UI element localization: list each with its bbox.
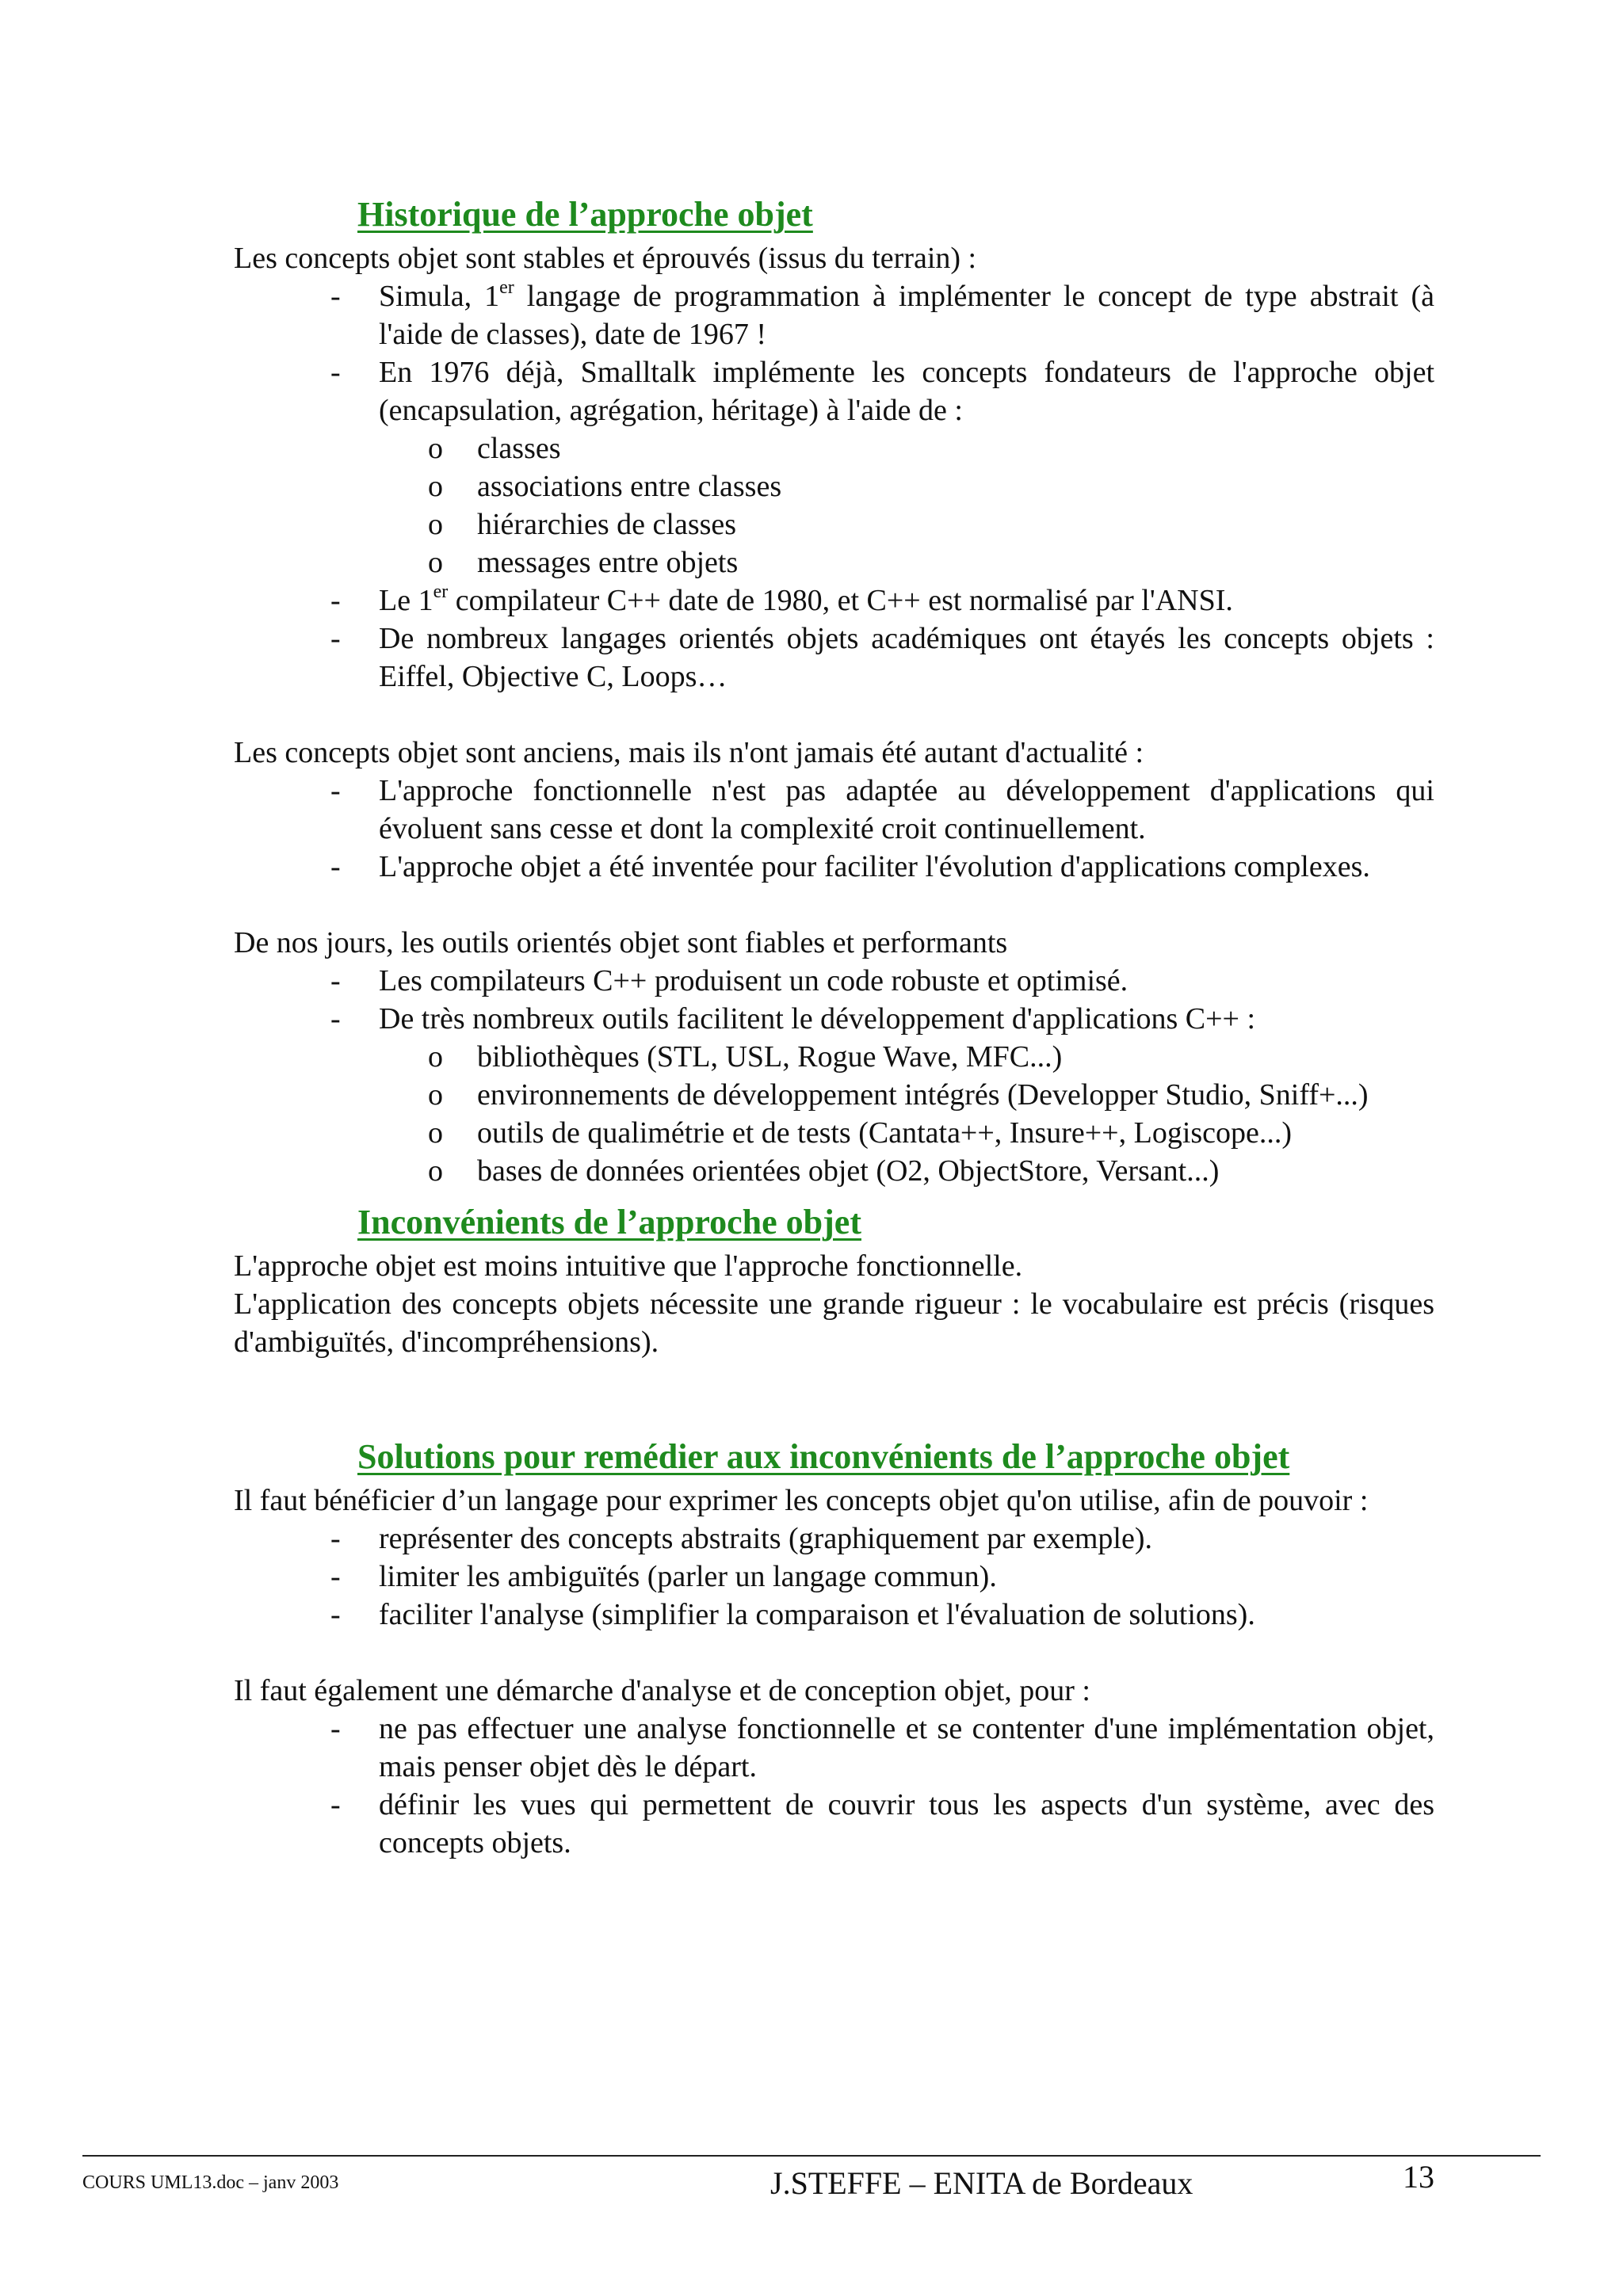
- sub-list-item: o classes: [234, 429, 1434, 467]
- list-item-text: En 1976 déjà, Smalltalk implémente les concepts fondateurs de l'approche objet (encapsulation, agrégation, héritage) à l'aide de :: [379, 356, 1434, 427]
- list-item-text: Le 1: [379, 584, 433, 617]
- page-content: [234, 190, 1434, 1862]
- paragraph: De nos jours, les outils orientés objet sont fiables et performants: [234, 926, 1008, 959]
- paragraph: L'approche objet est moins intuitive que l'approche fonctionnelle.: [234, 1249, 1023, 1283]
- sub-list-item: o environnements de développement intégrés (Developper Studio, Sniff+...): [234, 1076, 1434, 1114]
- paragraph: Il faut bénéficier d’un langage pour exprimer les concepts objet qu'on utilise, afin de pouvoir :: [234, 1484, 1369, 1517]
- section-heading-inconvenients: Inconvénients de l’approche objet: [357, 1203, 861, 1241]
- list-item: [234, 277, 1434, 353]
- list-item: - L'approche fonctionnelle n'est pas adaptée au développement d'applications qui évoluent sans cesse et dont la complexité croit continuellement.: [234, 772, 1434, 848]
- sub-list-item: o messages entre objets: [234, 543, 1434, 582]
- sub-list-item: o outils de qualimétrie et de tests (Cantata++, Insure++, Logiscope...): [234, 1114, 1434, 1152]
- footer-document-info: COURS UML13.doc – janv 2003: [82, 2172, 339, 2193]
- list-item: - L'approche objet a été inventée pour faciliter l'évolution d'applications complexes.: [234, 848, 1434, 886]
- dash-list: [234, 772, 1434, 886]
- list-item: - Les compilateurs C++ produisent un code robuste et optimisé.: [234, 962, 1434, 1000]
- page-number: 13: [1403, 2159, 1434, 2195]
- footer-author: J.STEFFE – ENITA de Bordeaux: [770, 2165, 1193, 2201]
- list-item: [234, 1000, 1434, 1190]
- list-item: - faciliter l'analyse (simplifier la comparaison et l'évaluation de solutions).: [234, 1596, 1434, 1634]
- section-heading-historique: Historique de l’approche objet: [357, 195, 813, 234]
- sub-list-item: o bibliothèques (STL, USL, Rogue Wave, MFC...): [234, 1038, 1434, 1076]
- footer-divider: [82, 2155, 1541, 2157]
- list-item: - représenter des concepts abstraits (graphiquement par exemple).: [234, 1520, 1434, 1558]
- list-item: - De nombreux langages orientés objets académiques ont étayés les concepts objets : Eiffel, Objective C, Loops…: [234, 620, 1434, 696]
- dash-list: [234, 1710, 1434, 1862]
- dash-list: [234, 277, 1434, 696]
- list-item: - ne pas effectuer une analyse fonctionnelle et se contenter d'une implémentation objet, mais penser objet dès le départ.: [234, 1710, 1434, 1786]
- paragraph: Il faut également une démarche d'analyse et de conception objet, pour :: [234, 1674, 1090, 1707]
- list-item: [234, 582, 1434, 620]
- paragraph: L'application des concepts objets nécessite une grande rigueur : le vocabulaire est précis (risques d'ambiguïtés, d'incompréhensions).: [234, 1287, 1434, 1359]
- dash-list: [234, 1520, 1434, 1634]
- sub-list: [234, 1038, 1434, 1190]
- list-item: - limiter les ambiguïtés (parler un langage commun).: [234, 1558, 1434, 1596]
- list-item: - définir les vues qui permettent de couvrir tous les aspects d'un système, avec des concepts objets.: [234, 1786, 1434, 1862]
- sub-list-item: o hiérarchies de classes: [234, 505, 1434, 543]
- paragraph: Les concepts objet sont stables et éprouvés (issus du terrain) :: [234, 242, 977, 275]
- sub-list: [234, 429, 1434, 582]
- list-item-text: compilateur C++ date de 1980, et C++ est normalisé par l'ANSI.: [448, 584, 1233, 617]
- list-item: [234, 353, 1434, 582]
- list-item-text: De très nombreux outils facilitent le développement d'applications C++ :: [379, 1002, 1256, 1035]
- paragraph: Les concepts objet sont anciens, mais ils n'ont jamais été autant d'actualité :: [234, 736, 1144, 769]
- superscript: er: [499, 277, 514, 298]
- dash-list: [234, 962, 1434, 1190]
- sub-list-item: o bases de données orientées objet (O2, ObjectStore, Versant...): [234, 1152, 1434, 1190]
- list-item-text: Simula, 1: [379, 280, 500, 313]
- section-heading-solutions: Solutions pour remédier aux inconvénients de l’approche objet: [357, 1437, 1290, 1476]
- sub-list-item: o associations entre classes: [234, 467, 1434, 505]
- list-item-text: langage de programmation à implémenter le concept de type abstrait (à l'aide de classes), date de 1967 !: [379, 280, 1434, 351]
- superscript: er: [433, 582, 449, 602]
